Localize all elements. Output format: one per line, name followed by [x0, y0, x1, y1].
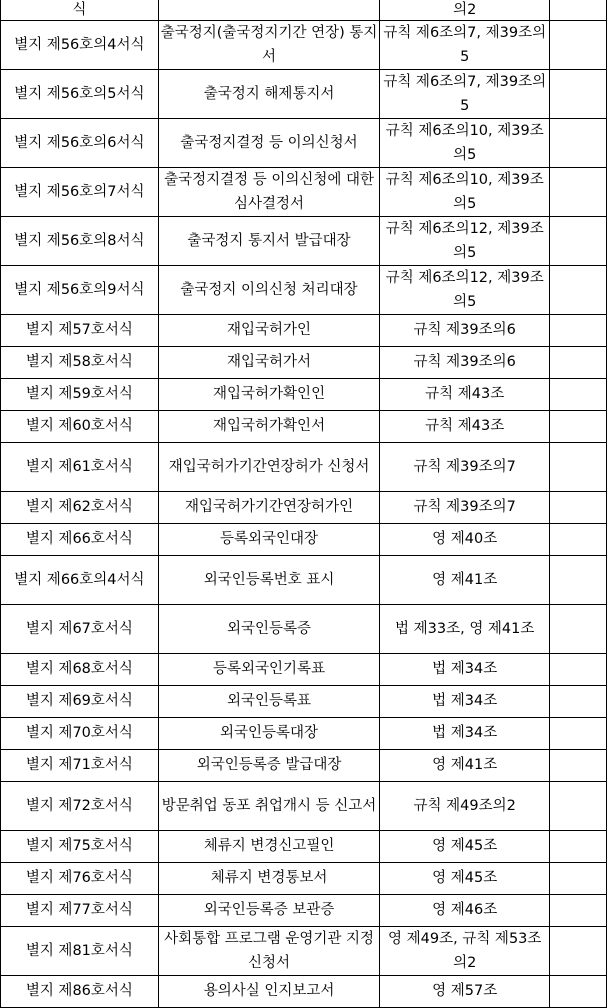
form-number-cell: 별지 제68호서식: [1, 654, 159, 686]
form-number-cell: 별지 제56호의4서식: [1, 21, 159, 70]
form-title-cell: 외국인등록표: [158, 686, 380, 718]
table-row: [1, 686, 607, 718]
form-number-cell: 별지 제75호서식: [1, 831, 159, 863]
table-row: [1, 21, 607, 70]
form-number-cell: 별지 제72호서식: [1, 782, 159, 831]
form-title-cell: 외국인등록번호 표시: [158, 556, 380, 605]
table-row: [1, 443, 607, 492]
form-number-cell: 식: [1, 0, 159, 21]
form-title-cell: 출국정지 해제통지서: [158, 70, 380, 119]
legal-basis-cell: 법 제34조: [380, 718, 550, 750]
form-title-cell: 출국정지 통지서 발급대장: [158, 217, 380, 266]
legal-basis-cell: 법 제33조, 영 제41조: [380, 605, 550, 654]
form-number-cell: 별지 제61호서식: [1, 443, 159, 492]
note-cell: [550, 556, 607, 605]
note-cell: [550, 411, 607, 443]
note-cell: [550, 654, 607, 686]
table-row: [1, 168, 607, 217]
form-title-cell: 외국인등록증 보관증: [158, 895, 380, 927]
table-row: [1, 217, 607, 266]
legal-basis-cell: 규칙 제6조의12, 제39조의5: [380, 217, 550, 266]
note-cell: [550, 686, 607, 718]
form-title-cell: 재입국허가확인서: [158, 411, 380, 443]
form-number-cell: 별지 제62호서식: [1, 492, 159, 524]
form-title-cell: 사회통합 프로그램 운영기관 지정신청서: [158, 927, 380, 976]
form-number-cell: 별지 제86호서식: [1, 976, 159, 1008]
note-cell: [550, 70, 607, 119]
table-row: [1, 411, 607, 443]
form-title-cell: 외국인등록증 발급대장: [158, 750, 380, 782]
table-row: [1, 315, 607, 347]
form-number-cell: 별지 제71호서식: [1, 750, 159, 782]
form-title-cell: 출국정지 이의신청 처리대장: [158, 266, 380, 315]
form-title-cell: 재입국허가기간연장허가 신청서: [158, 443, 380, 492]
forms-table-body: [1, 0, 607, 1008]
form-title-cell: 등록외국인기록표: [158, 654, 380, 686]
legal-basis-cell: 규칙 제6조의7, 제39조의5: [380, 70, 550, 119]
form-title-cell: 방문취업 동포 취업개시 등 신고서: [158, 782, 380, 831]
legal-basis-cell: 영 제49조, 규칙 제53조의2: [380, 927, 550, 976]
note-cell: [550, 524, 607, 556]
table-row: [1, 605, 607, 654]
table-row: [1, 927, 607, 976]
form-title-cell: 외국인등록대장: [158, 718, 380, 750]
legal-basis-cell: 규칙 제39조의6: [380, 315, 550, 347]
legal-basis-cell: 영 제40조: [380, 524, 550, 556]
table-row: [1, 70, 607, 119]
form-title-cell: 출국정지(출국정지기간 연장) 통지서: [158, 21, 380, 70]
note-cell: [550, 315, 607, 347]
note-cell: [550, 718, 607, 750]
form-number-cell: 별지 제60호서식: [1, 411, 159, 443]
form-number-cell: 별지 제70호서식: [1, 718, 159, 750]
legal-basis-cell: 규칙 제6조의12, 제39조의5: [380, 266, 550, 315]
legal-basis-cell: 의2: [380, 0, 550, 21]
form-number-cell: 별지 제58호서식: [1, 347, 159, 379]
legal-basis-cell: 규칙 제39조의7: [380, 492, 550, 524]
legal-basis-cell: 영 제57조: [380, 976, 550, 1008]
form-number-cell: 별지 제56호의8서식: [1, 217, 159, 266]
form-title-cell: 등록외국인대장: [158, 524, 380, 556]
form-title-cell: 재입국허가인: [158, 315, 380, 347]
legal-basis-cell: 영 제45조: [380, 831, 550, 863]
note-cell: [550, 492, 607, 524]
form-number-cell: 별지 제56호의6서식: [1, 119, 159, 168]
form-number-cell: 별지 제66호의4서식: [1, 556, 159, 605]
legal-basis-cell: 영 제46조: [380, 895, 550, 927]
note-cell: [550, 750, 607, 782]
table-row: [1, 524, 607, 556]
legal-basis-cell: 규칙 제39조의6: [380, 347, 550, 379]
table-row: [1, 863, 607, 895]
note-cell: [550, 266, 607, 315]
form-number-cell: 별지 제56호의5서식: [1, 70, 159, 119]
form-title-cell: 재입국허가확인인: [158, 379, 380, 411]
table-row: [1, 347, 607, 379]
legal-basis-cell: 영 제45조: [380, 863, 550, 895]
table-row: [1, 895, 607, 927]
note-cell: [550, 168, 607, 217]
note-cell: [550, 782, 607, 831]
form-number-cell: 별지 제56호의7서식: [1, 168, 159, 217]
form-title-cell: 재입국허가서: [158, 347, 380, 379]
form-title-cell: 재입국허가기간연장허가인: [158, 492, 380, 524]
table-row: [1, 266, 607, 315]
table-row: [1, 654, 607, 686]
note-cell: [550, 976, 607, 1008]
table-row: [1, 556, 607, 605]
note-cell: [550, 217, 607, 266]
form-number-cell: 별지 제57호서식: [1, 315, 159, 347]
form-number-cell: 별지 제69호서식: [1, 686, 159, 718]
form-title-cell: 체류지 변경통보서: [158, 863, 380, 895]
legal-basis-cell: 법 제34조: [380, 686, 550, 718]
note-cell: [550, 21, 607, 70]
note-cell: [550, 605, 607, 654]
legal-basis-cell: 규칙 제49조의2: [380, 782, 550, 831]
table-row: [1, 492, 607, 524]
form-title-cell: 외국인등록증: [158, 605, 380, 654]
form-number-cell: 별지 제66호서식: [1, 524, 159, 556]
legal-basis-cell: 규칙 제6조의7, 제39조의5: [380, 21, 550, 70]
form-number-cell: 별지 제56호의9서식: [1, 266, 159, 315]
legal-basis-cell: 규칙 제39조의7: [380, 443, 550, 492]
note-cell: [550, 443, 607, 492]
table-row: [1, 0, 607, 21]
form-number-cell: 별지 제76호서식: [1, 863, 159, 895]
form-number-cell: 별지 제77호서식: [1, 895, 159, 927]
form-number-cell: 별지 제81호서식: [1, 927, 159, 976]
legal-basis-cell: 규칙 제43조: [380, 379, 550, 411]
note-cell: [550, 927, 607, 976]
form-title-cell: 출국정지결정 등 이의신청에 대한 심사결정서: [158, 168, 380, 217]
form-number-cell: 별지 제67호서식: [1, 605, 159, 654]
note-cell: [550, 0, 607, 21]
form-title-cell: [158, 0, 380, 21]
legal-basis-cell: 영 제41조: [380, 556, 550, 605]
legal-basis-cell: 법 제34조: [380, 654, 550, 686]
note-cell: [550, 379, 607, 411]
table-row: [1, 718, 607, 750]
form-title-cell: 체류지 변경신고필인: [158, 831, 380, 863]
form-title-cell: 출국정지결정 등 이의신청서: [158, 119, 380, 168]
note-cell: [550, 831, 607, 863]
note-cell: [550, 347, 607, 379]
legal-basis-cell: 규칙 제43조: [380, 411, 550, 443]
table-row: [1, 782, 607, 831]
form-title-cell: 용의사실 인지보고서: [158, 976, 380, 1008]
form-number-cell: 별지 제59호서식: [1, 379, 159, 411]
legal-basis-cell: 영 제41조: [380, 750, 550, 782]
table-row: [1, 379, 607, 411]
table-row: [1, 750, 607, 782]
note-cell: [550, 119, 607, 168]
table-row: [1, 119, 607, 168]
table-row: [1, 976, 607, 1008]
legal-basis-cell: 규칙 제6조의10, 제39조의5: [380, 119, 550, 168]
note-cell: [550, 863, 607, 895]
legal-basis-cell: 규칙 제6조의10, 제39조의5: [380, 168, 550, 217]
table-row: [1, 831, 607, 863]
note-cell: [550, 895, 607, 927]
